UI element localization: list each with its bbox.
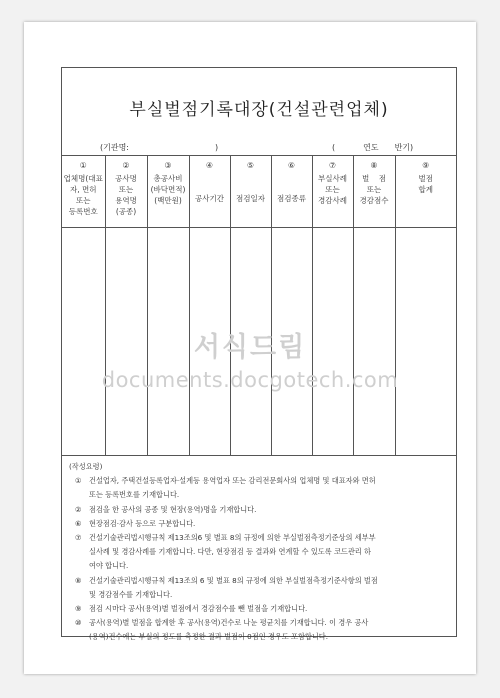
column-number: ④ xyxy=(205,161,214,170)
note-marker: ⑩ xyxy=(75,618,82,628)
note-line: 여야 합니다. xyxy=(89,561,129,571)
table-cell[interactable] xyxy=(189,228,230,456)
column-label: (백만원) xyxy=(154,196,182,205)
agency-label: (기관명: xyxy=(100,143,130,152)
column-label: 또는 xyxy=(366,185,382,194)
note-line: 또는 등록번호를 기재합니다. xyxy=(89,490,180,500)
note-marker: ⑨ xyxy=(75,604,82,614)
note-item xyxy=(69,503,448,517)
note-item xyxy=(69,574,448,602)
column-label: 자, 면허 xyxy=(69,185,97,194)
column-number: ⑤ xyxy=(246,161,255,170)
column-number: ⑧ xyxy=(370,161,378,170)
note-marker: ⑦ xyxy=(75,533,82,543)
writing-instructions xyxy=(69,460,448,645)
note-line: (용역)건수에는 부실의 정도를 측정한 결과 벌점이 0점인 경우도 포함합니다. xyxy=(89,632,329,642)
note-line: 건설기술관리법시행규칙 제13조의 6 및 별표 8의 규정에 의한 부실벌점측정기준사항의 벌점 xyxy=(89,575,378,585)
record-table xyxy=(62,155,456,456)
column-label: 또는 xyxy=(325,185,340,194)
table-header-row xyxy=(62,156,456,228)
note-marker: ⑥ xyxy=(75,518,82,528)
column-label: 총공사비 xyxy=(153,174,183,183)
table-body-row xyxy=(62,228,456,456)
column-label: 벌점 xyxy=(418,174,433,183)
column-number: ② xyxy=(122,161,130,170)
note-marker: ① xyxy=(75,476,82,486)
table-cell[interactable] xyxy=(312,228,353,456)
column-header xyxy=(353,156,395,228)
column-label: 점검일자 xyxy=(236,194,265,203)
column-label: 또는 xyxy=(76,196,91,205)
note-item xyxy=(69,602,448,616)
column-label: 업체명(대표 xyxy=(63,174,103,183)
watermark-korean: 서식드림 xyxy=(193,332,307,363)
column-label: 경감점수 xyxy=(359,196,389,205)
column-number: ① xyxy=(79,161,87,170)
table-cell[interactable] xyxy=(395,228,456,456)
watermark-url: documents.docgotech.com xyxy=(101,368,399,392)
note-marker: ⑧ xyxy=(75,575,82,585)
period-year: 연도 xyxy=(363,143,379,152)
table-cell[interactable] xyxy=(105,228,147,456)
note-line: 및 경감점수를 기재합니다. xyxy=(89,589,173,599)
column-label: 경감사례 xyxy=(318,196,347,205)
column-number: ③ xyxy=(164,161,172,170)
note-line: 점검 시마다 공사(용역)별 벌점에서 경감점수를 뺀 벌점을 기재합니다. xyxy=(89,604,308,614)
column-label: (공종) xyxy=(115,207,137,216)
table-cell[interactable] xyxy=(230,228,271,456)
note-item xyxy=(69,474,448,502)
agency-close: ) xyxy=(215,143,219,152)
note-line: 건설기술관리법시행규칙 제13조의6 및 별표 8의 규정에 의한 부실벌점측정기준상의 세부부 xyxy=(89,533,376,543)
note-item xyxy=(69,517,448,531)
column-label: 공사기간 xyxy=(195,194,224,203)
note-line: 현장점검·감사 등으로 구분합니다. xyxy=(89,518,196,528)
note-line: 공사(용역)별 벌점을 합계한 후 공사(용역)건수로 나눈 평균치를 기재합니다. 이 경우 공사 xyxy=(89,618,369,628)
column-label: 용역명 xyxy=(115,196,137,205)
column-label: 점검종류 xyxy=(277,194,306,203)
note-item xyxy=(69,531,448,574)
form-title: 부실벌점기록대장(건설관련업체) xyxy=(129,100,389,120)
column-header xyxy=(395,156,456,228)
column-header xyxy=(62,156,105,228)
column-header xyxy=(312,156,353,228)
column-label: 등록번호 xyxy=(68,207,98,216)
column-header xyxy=(189,156,230,228)
column-label: 합계 xyxy=(418,185,433,194)
table-cell[interactable] xyxy=(353,228,395,456)
note-line: 점검을 한 공사의 공종 및 현장(용역)명을 기재합니다. xyxy=(89,504,257,514)
period-half: 반기) xyxy=(394,143,414,152)
document-page xyxy=(24,22,476,674)
table-cell[interactable] xyxy=(271,228,312,456)
column-number: ⑥ xyxy=(287,161,296,170)
notes-heading: (작성요령) xyxy=(69,462,103,471)
note-line: 건설업자, 주택건설등록업자·설계등 용역업자 또는 감리전문회사의 업체명 및 대표자와 면허 xyxy=(89,476,376,486)
period-line xyxy=(332,142,413,153)
column-label: 공사명 xyxy=(115,174,137,183)
note-item xyxy=(69,616,448,644)
period-open: ( xyxy=(332,143,336,152)
note-line: 실사례 및 경감사례를 기재합니다. 다만, 현장점검 등 결과와 연계할 수 있도록 코드관리 하 xyxy=(89,547,371,557)
column-label: 부실사례 xyxy=(318,174,347,183)
column-label: 벌 점 xyxy=(361,174,387,183)
table-cell[interactable] xyxy=(62,228,105,456)
column-header xyxy=(230,156,271,228)
column-header xyxy=(105,156,147,228)
table-cell[interactable] xyxy=(147,228,189,456)
column-header xyxy=(271,156,312,228)
note-marker: ② xyxy=(75,504,82,514)
column-number: ⑦ xyxy=(328,161,337,170)
column-label: (바닥면적) xyxy=(150,185,186,194)
penalty-record-form xyxy=(61,67,457,642)
agency-line xyxy=(100,142,218,153)
column-label: 또는 xyxy=(118,185,134,194)
column-header xyxy=(147,156,189,228)
column-number: ⑨ xyxy=(422,161,430,170)
